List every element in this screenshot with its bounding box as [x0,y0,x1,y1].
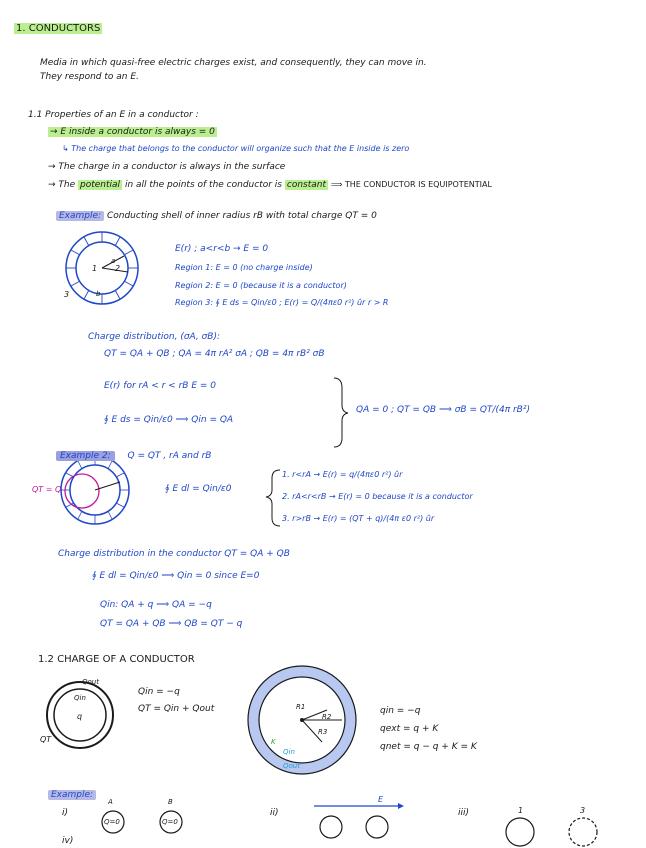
example-i-label: i) [62,808,69,818]
shell-eq-2: qext = q + K [380,724,439,734]
example-iv-label: iv) [62,836,74,846]
ex1-charge-title: Charge distribution, (σA, σB): [88,332,221,342]
shell-eq-3: qnet = q − q + K = K [380,742,477,752]
example-i-circle-2: Q=0 [162,818,178,826]
shell-eq-1: qin = −q [380,706,421,716]
intro-line-1: Media in which quasi-free electric charges exist, and consequently, they can move in. [40,58,427,68]
shell-label-r2: R2 [322,713,332,721]
property-2: → The charge in a conductor is always in the surface [48,162,286,172]
fig1-label-2: 2 [115,264,121,273]
fig1-label-a: a [111,257,116,265]
example-ii-field: E [378,795,384,804]
ex2-case-1: 1. r<rA → E(r) = q/(4πε0 r²) ûr [282,470,403,479]
example1-shell-figure [66,232,138,304]
property-3: → The potential in all the points of the conductor is constant ⟹ THE CONDUCTOR IS EQUIPOTENTIAL [48,180,492,190]
ex1-charge-eq-1: QT = QA + QB ; QA = 4π rA² σA ; QB = 4π rB² σB [104,349,325,359]
ex2-dist-eq-1: ∮ E dl = Qin/ε0 ⟹ Qin = 0 since E=0 [92,571,260,581]
shell-label-r1: R1 [296,703,306,711]
conductor-shell-right [248,666,356,774]
example-iii-top-3: 3 [580,806,586,815]
ex2-dist-eq-3: QT = QA + QB ⟹ QB = QT − q [100,619,243,629]
example2-header: Example 2: Q = QT , rA and rB [56,451,211,462]
left-ring-label-out: Qout [82,678,99,686]
example-iii-label: iii) [458,808,470,818]
shell-label-r3: R3 [318,728,328,736]
ex2-gauss: ∮ E dl = Qin/ε0 [165,484,232,494]
left-ring-label-in: Qin [74,694,86,702]
example-iii-top-1: 1 [518,806,524,815]
charge-eq-1: Qin = −q [138,687,180,697]
ex1-charge-eq-2: E(r) for rA < r < rB E = 0 [104,381,216,391]
charge-eq-2: QT = Qin + Qout [138,704,215,714]
example-ii-label: ii) [270,808,279,818]
fig1-label-1: 1 [92,264,98,273]
property-1-sub: ↳ The charge that belongs to the conductor will organize such that the E inside is zero [62,144,410,153]
ex1-charge-result: QA = 0 ; QT = QB ⟹ σB = QT/(4π rB²) [356,405,530,415]
property-1: → E inside a conductor is always = 0 [50,127,215,137]
fig1-label-b: b [96,290,101,298]
left-ring-label-q: q [77,712,83,721]
intro-line-2: They respond to an E. [40,72,139,82]
ex2-case-2: 2. rA<r<rB → E(r) = 0 because it is a conductor [282,492,473,501]
example-i-circle-1: Q=0 [104,818,120,826]
section-title: 1. CONDUCTORS [16,23,101,34]
ex2-fig-label: QT = Q [32,485,62,494]
shell-label-k: K [271,738,276,746]
ii-circles [320,816,388,838]
example2-shell-figure [61,456,129,524]
ex2-case-3: 3. r>rB → E(r) = (QT + q)/(4π ε0 r²) ûr [282,514,435,523]
ex1-eq-4: Region 3: ∮ E ds = Qin/ε0 ; E(r) = Q/(4πε0 r²) ûr r > R [175,298,389,307]
examples-tag: Example: [48,790,96,801]
ex2-dist-eq-2: Qin: QA + q ⟹ QA = −q [100,600,212,610]
properties-title: 1.1 Properties of an E in a conductor : [28,110,199,120]
example-i-top-a: A [108,798,113,806]
ex1-eq-1: E(r) ; a<r<b → E = 0 [175,244,269,254]
shell-label-qout: Qout [283,762,300,770]
ex1-eq-3: Region 2: E = 0 (because it is a conductor) [175,281,347,290]
fig1-label-3: 3 [64,290,70,299]
charge-section-title: 1.2 CHARGE OF A CONDUCTOR [38,654,195,665]
left-ring-label-t: QT [40,735,52,744]
ex1-charge-eq-3: ∮ E ds = Qin/ε0 ⟹ Qin = QA [104,415,234,425]
shell-label-qin: Qin [283,748,295,756]
example-i-top-b: B [168,798,173,806]
example1-header: Example: Conducting shell of inner radius rB with total charge QT = 0 [56,211,377,222]
ex1-eq-2: Region 1: E = 0 (no charge inside) [175,263,313,272]
ex2-dist-title: Charge distribution in the conductor QT = QA + QB [58,549,290,559]
